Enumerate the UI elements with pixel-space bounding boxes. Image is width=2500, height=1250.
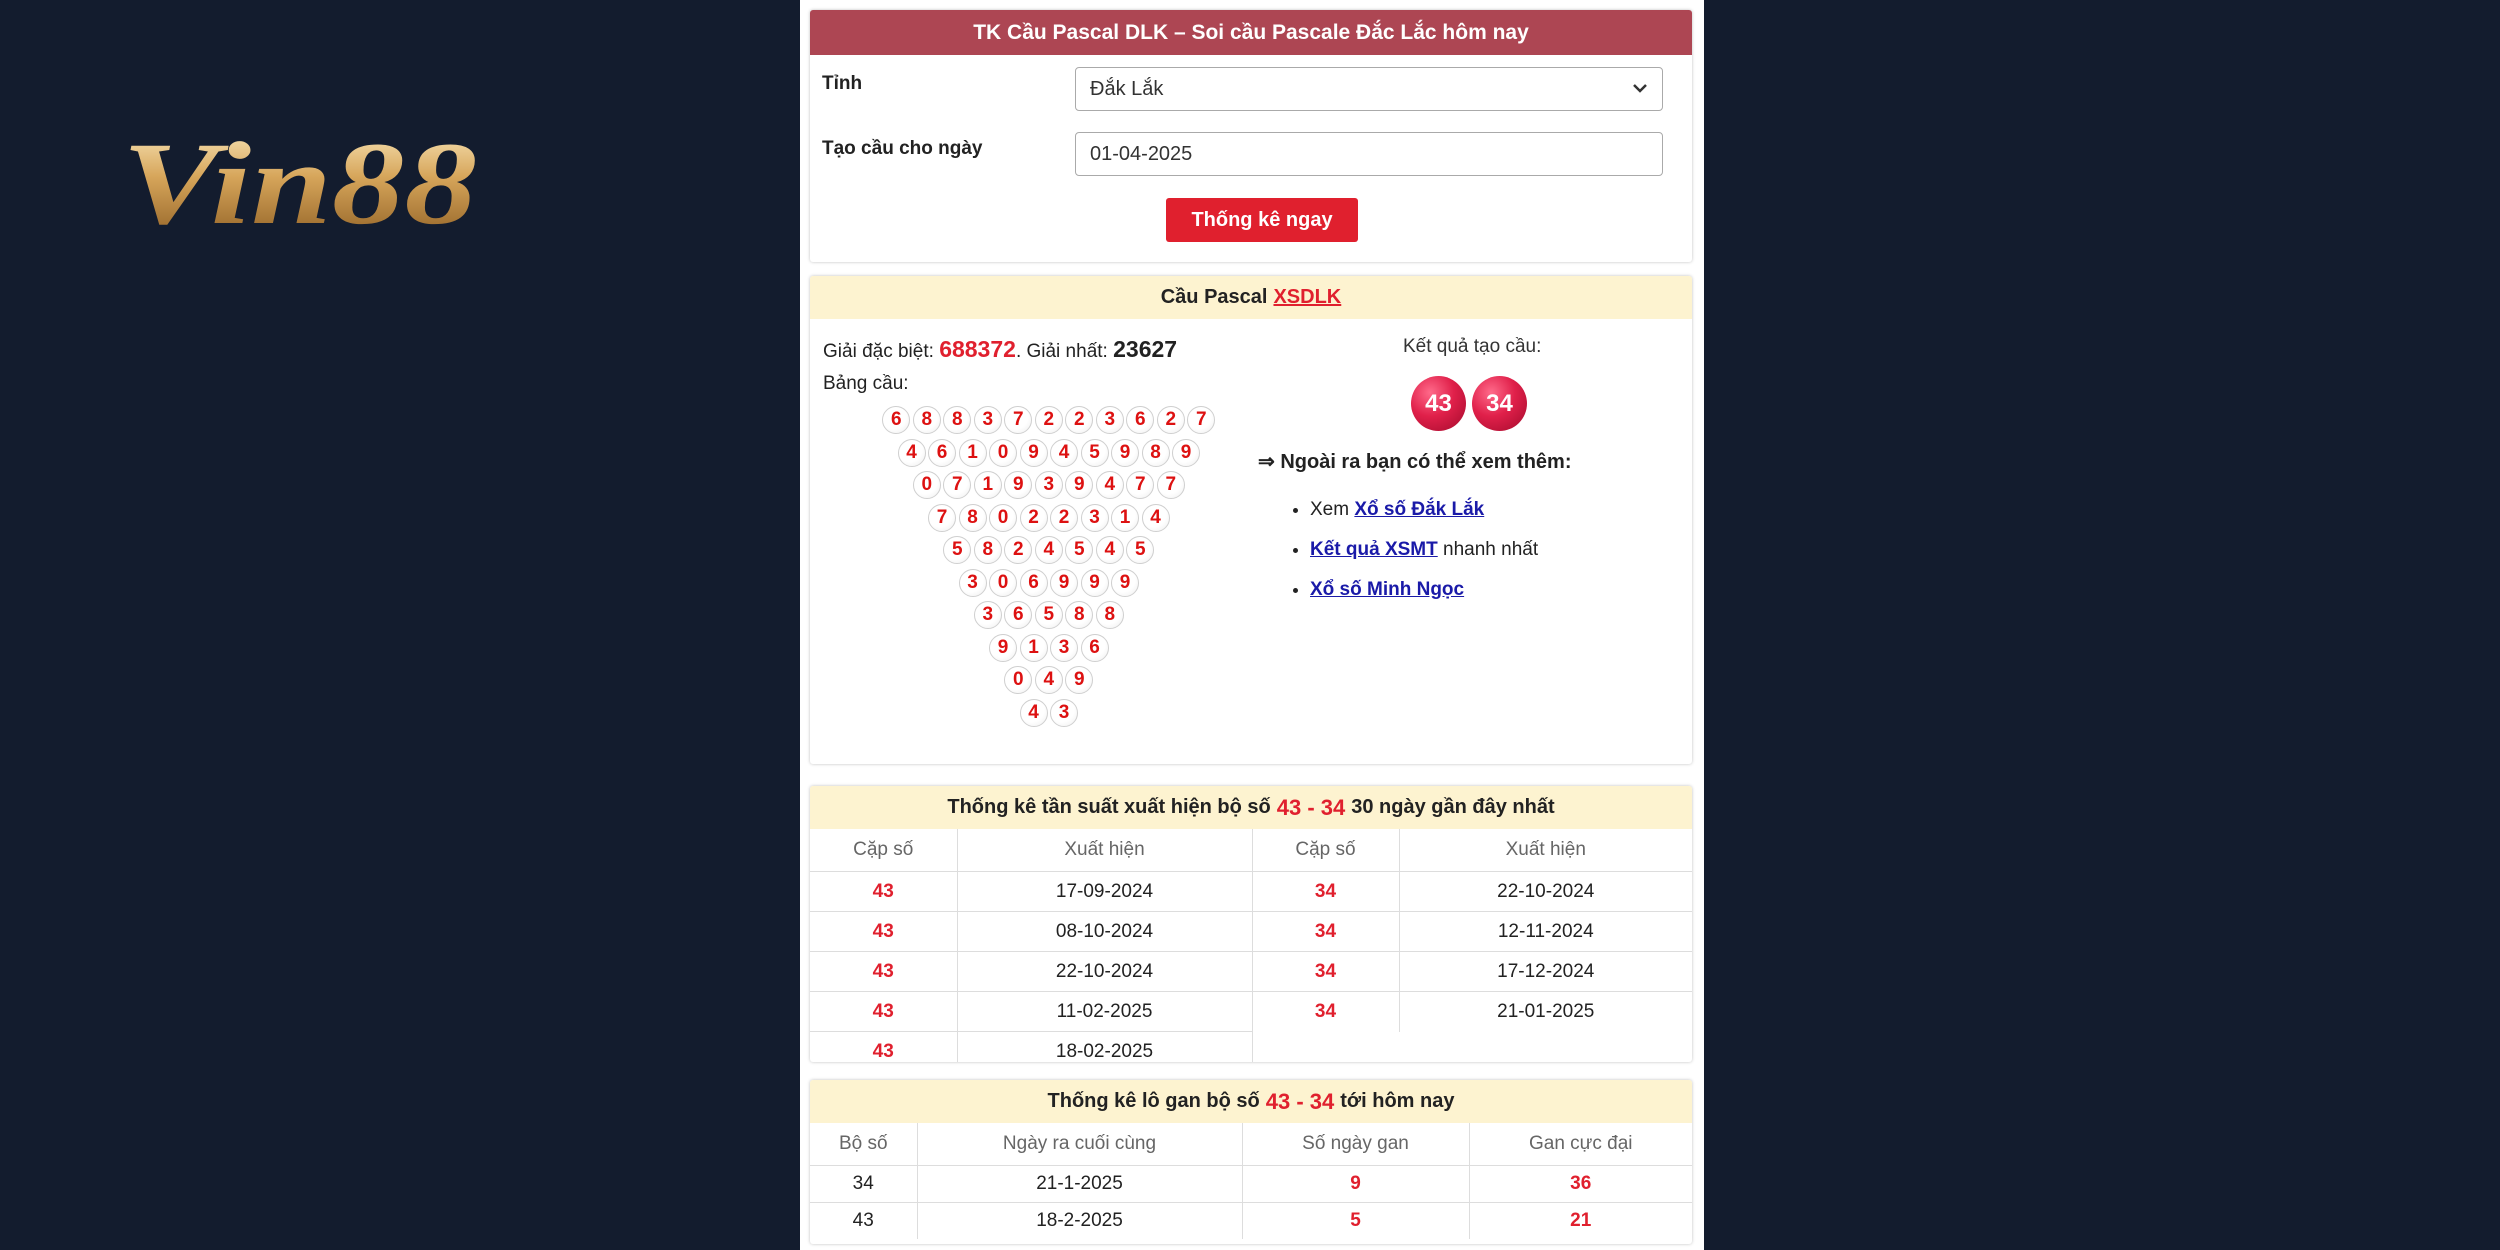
gan-days-cell: 9: [1242, 1166, 1469, 1203]
pair-cell: 34: [1252, 952, 1399, 992]
triangle-digit: 2: [1004, 536, 1032, 564]
province-label: Tỉnh: [822, 73, 863, 94]
triangle-digit: 7: [1187, 406, 1215, 434]
triangle-row: [928, 504, 1172, 532]
triangle-row: [882, 406, 1218, 434]
triangle-digit: 9: [1065, 471, 1093, 499]
triangle-digit: 2: [1065, 406, 1093, 434]
frequency-table: [810, 829, 1692, 1062]
triangle-digit: 8: [1142, 439, 1170, 467]
triangle-digit: 3: [1081, 504, 1109, 532]
triangle-digit: 8: [1065, 601, 1093, 629]
date-cell: 12-11-2024: [1399, 912, 1692, 952]
result-label: Kết quả tạo cầu:: [1403, 336, 1542, 357]
date-cell: 18-2-2025: [917, 1203, 1242, 1240]
pair-cell: 43: [810, 1203, 917, 1240]
list-item: [1310, 490, 1538, 530]
more-title: ⇒ Ngoài ra bạn có thể xem thêm:: [1258, 451, 1572, 473]
triangle-digit: 6: [1081, 634, 1109, 662]
prize-line: [823, 336, 1177, 363]
xsdlk-link[interactable]: XSDLK: [1273, 286, 1342, 308]
triangle-digit: 7: [1126, 471, 1154, 499]
triangle-digit: 5: [1035, 601, 1063, 629]
pair-cell: 43: [810, 992, 957, 1032]
triangle-digit: 0: [989, 504, 1017, 532]
table-row: [810, 992, 1692, 1032]
empty-cell: [1252, 1032, 1399, 1063]
triangle-digit: 2: [1157, 406, 1185, 434]
date-cell: 17-12-2024: [1399, 952, 1692, 992]
form-title: TK Cầu Pascal DLK – Soi cầu Pascale Đắc Lắc hôm nay: [810, 10, 1692, 55]
link-prefix: Xem: [1310, 499, 1355, 520]
triangle-digit: 6: [1020, 569, 1048, 597]
logo-text: Vin88: [122, 118, 477, 238]
main-panel: [800, 0, 1704, 1250]
triangle-digit: 4: [1050, 439, 1078, 467]
triangle-digit: 2: [1020, 504, 1048, 532]
first-value: 23627: [1113, 336, 1178, 362]
date-cell: 21-01-2025: [1399, 992, 1692, 1032]
triangle-digit: 1: [959, 439, 987, 467]
pair-cell: 43: [810, 872, 957, 912]
column-header: Cặp số: [810, 829, 957, 872]
triangle-digit: 8: [1096, 601, 1124, 629]
triangle-digit: 4: [1020, 699, 1048, 727]
frequency-title: [810, 786, 1692, 829]
list-item: [1310, 530, 1538, 570]
result-ball: 43: [1411, 376, 1466, 431]
gan-days-cell: 5: [1242, 1203, 1469, 1240]
table-row: [810, 872, 1692, 912]
table-header-row: [810, 1123, 1692, 1166]
pascal-triangle: [810, 406, 1250, 746]
triangle-digit: 8: [974, 536, 1002, 564]
date-input[interactable]: [1075, 132, 1663, 176]
gan-title-suffix: tới hôm nay: [1340, 1090, 1455, 1112]
triangle-digit: 4: [1096, 536, 1124, 564]
triangle-digit: 3: [1050, 634, 1078, 662]
submit-button[interactable]: Thống kê ngay: [1166, 198, 1358, 242]
triangle-digit: 9: [1172, 439, 1200, 467]
triangle-digit: 9: [1020, 439, 1048, 467]
triangle-digit: 0: [1004, 666, 1032, 694]
column-header: Xuất hiện: [1505, 839, 1586, 860]
triangle-digit: 9: [1004, 471, 1032, 499]
triangle-digit: 4: [1142, 504, 1170, 532]
triangle-digit: 5: [1126, 536, 1154, 564]
pair-cell: 34: [1252, 872, 1399, 912]
table-row: [810, 1032, 1692, 1063]
list-item: [1310, 570, 1538, 610]
triangle-digit: 6: [928, 439, 956, 467]
special-label: Giải đặc biệt:: [823, 341, 934, 362]
triangle-digit: 8: [943, 406, 971, 434]
date-cell: 21-1-2025: [917, 1166, 1242, 1203]
frequency-title-suffix: 30 ngày gần đây nhất: [1351, 796, 1555, 818]
triangle-digit: 0: [989, 439, 1017, 467]
triangle-digit: 7: [928, 504, 956, 532]
more-links: [1288, 490, 1538, 610]
triangle-row: [898, 439, 1203, 467]
triangle-digit: 0: [989, 569, 1017, 597]
result-ball: 34: [1472, 376, 1527, 431]
date-cell: 08-10-2024: [957, 912, 1252, 952]
triangle-digit: 7: [943, 471, 971, 499]
pair-cell: 43: [810, 952, 957, 992]
gan-title-prefix: Thống kê lô gan bộ số: [1047, 1090, 1260, 1112]
triangle-digit: 8: [959, 504, 987, 532]
triangle-digit: 2: [1035, 406, 1063, 434]
triangle-digit: 4: [1035, 666, 1063, 694]
triangle-row: [943, 536, 1157, 564]
triangle-digit: 6: [1126, 406, 1154, 434]
column-header: Gan cực đại: [1528, 1133, 1633, 1154]
triangle-digit: 4: [898, 439, 926, 467]
pascal-form-card: [810, 10, 1692, 262]
triangle-digit: 7: [1004, 406, 1032, 434]
table-row: [810, 1203, 1692, 1240]
pair-cell: 34: [1252, 912, 1399, 952]
pair-cell: 34: [1252, 992, 1399, 1032]
table-header-row: [810, 829, 1692, 872]
column-header: Số ngày gan: [1242, 1123, 1469, 1166]
gan-max-cell: 21: [1469, 1203, 1692, 1240]
province-value: Đắk Lắk: [1090, 77, 1164, 100]
pair-cell: 43: [810, 1032, 957, 1063]
special-value: 688372: [939, 336, 1016, 362]
triangle-digit: 0: [913, 471, 941, 499]
triangle-digit: 7: [1157, 471, 1185, 499]
triangle-row: [959, 569, 1142, 597]
column-header: Ngày ra cuối cùng: [917, 1123, 1242, 1166]
triangle-digit: 3: [1050, 699, 1078, 727]
triangle-row: [913, 471, 1188, 499]
chevron-down-icon: [1630, 78, 1650, 98]
pascal-title: [810, 276, 1692, 319]
date-cell: 17-09-2024: [957, 872, 1252, 912]
pair-cell: 43: [810, 912, 957, 952]
vin88-logo: [122, 118, 482, 238]
first-label: . Giải nhất:: [1015, 341, 1108, 362]
minh-ngoc-link[interactable]: Xổ số Minh Ngọc: [1310, 579, 1465, 600]
triangle-digit: 6: [882, 406, 910, 434]
triangle-digit: 6: [1004, 601, 1032, 629]
column-header: Cặp số: [1252, 829, 1399, 872]
column-header: Bộ số: [810, 1123, 917, 1166]
triangle-digit: 5: [943, 536, 971, 564]
triangle-digit: 9: [1081, 569, 1109, 597]
gan-card: [810, 1080, 1692, 1244]
pascal-result-card: [810, 276, 1692, 764]
province-select[interactable]: [1075, 67, 1663, 111]
date-cell: 22-10-2024: [1399, 872, 1692, 912]
triangle-digit: 3: [974, 406, 1002, 434]
frequency-title-prefix: Thống kê tần suất xuất hiện bộ số: [947, 796, 1271, 818]
frequency-card: [810, 786, 1692, 1062]
triangle-digit: 4: [1035, 536, 1063, 564]
gan-title-pair: 43 - 34: [1265, 1088, 1335, 1114]
date-cell: 22-10-2024: [957, 952, 1252, 992]
triangle-digit: 4: [1096, 471, 1124, 499]
table-row: [810, 1166, 1692, 1203]
triangle-digit: 1: [1020, 634, 1048, 662]
triangle-digit: 1: [1111, 504, 1139, 532]
triangle-digit: 9: [1111, 569, 1139, 597]
triangle-digit: 3: [1096, 406, 1124, 434]
triangle-digit: 1: [974, 471, 1002, 499]
date-cell: 18-02-2025: [957, 1032, 1252, 1063]
xoso-daklak-link[interactable]: Xổ số Đắk Lắk: [1354, 499, 1485, 520]
ketqua-xsmt-link[interactable]: Kết quả XSMT: [1310, 539, 1438, 560]
pascal-title-text: Cầu Pascal: [1160, 286, 1268, 308]
triangle-digit: 5: [1065, 536, 1093, 564]
date-cell: 11-02-2025: [957, 992, 1252, 1032]
triangle-digit: 2: [1050, 504, 1078, 532]
frequency-title-pair: 43 - 34: [1276, 794, 1346, 820]
triangle-row: [1004, 666, 1096, 694]
date-value: 01-04-2025: [1090, 142, 1193, 165]
link-suffix: nhanh nhất: [1437, 539, 1539, 560]
triangle-row: [1020, 699, 1081, 727]
triangle-row: [974, 601, 1127, 629]
table-row: [810, 912, 1692, 952]
triangle-digit: 9: [1065, 666, 1093, 694]
gan-title: [810, 1080, 1692, 1123]
date-label: Tạo cầu cho ngày: [822, 138, 983, 159]
gan-table: [810, 1123, 1692, 1239]
triangle-row: [989, 634, 1111, 662]
triangle-digit: 9: [1050, 569, 1078, 597]
pair-cell: 34: [810, 1166, 917, 1203]
empty-cell: [1399, 1032, 1692, 1063]
gan-max-cell: 36: [1469, 1166, 1692, 1203]
triangle-digit: 3: [1035, 471, 1063, 499]
triangle-digit: 9: [1111, 439, 1139, 467]
triangle-digit: 8: [913, 406, 941, 434]
table-label: Bảng cầu:: [823, 373, 909, 394]
triangle-digit: 3: [974, 601, 1002, 629]
triangle-digit: 5: [1081, 439, 1109, 467]
column-header: Xuất hiện: [957, 829, 1252, 872]
triangle-digit: 9: [989, 634, 1017, 662]
table-row: [810, 952, 1692, 992]
triangle-digit: 3: [959, 569, 987, 597]
